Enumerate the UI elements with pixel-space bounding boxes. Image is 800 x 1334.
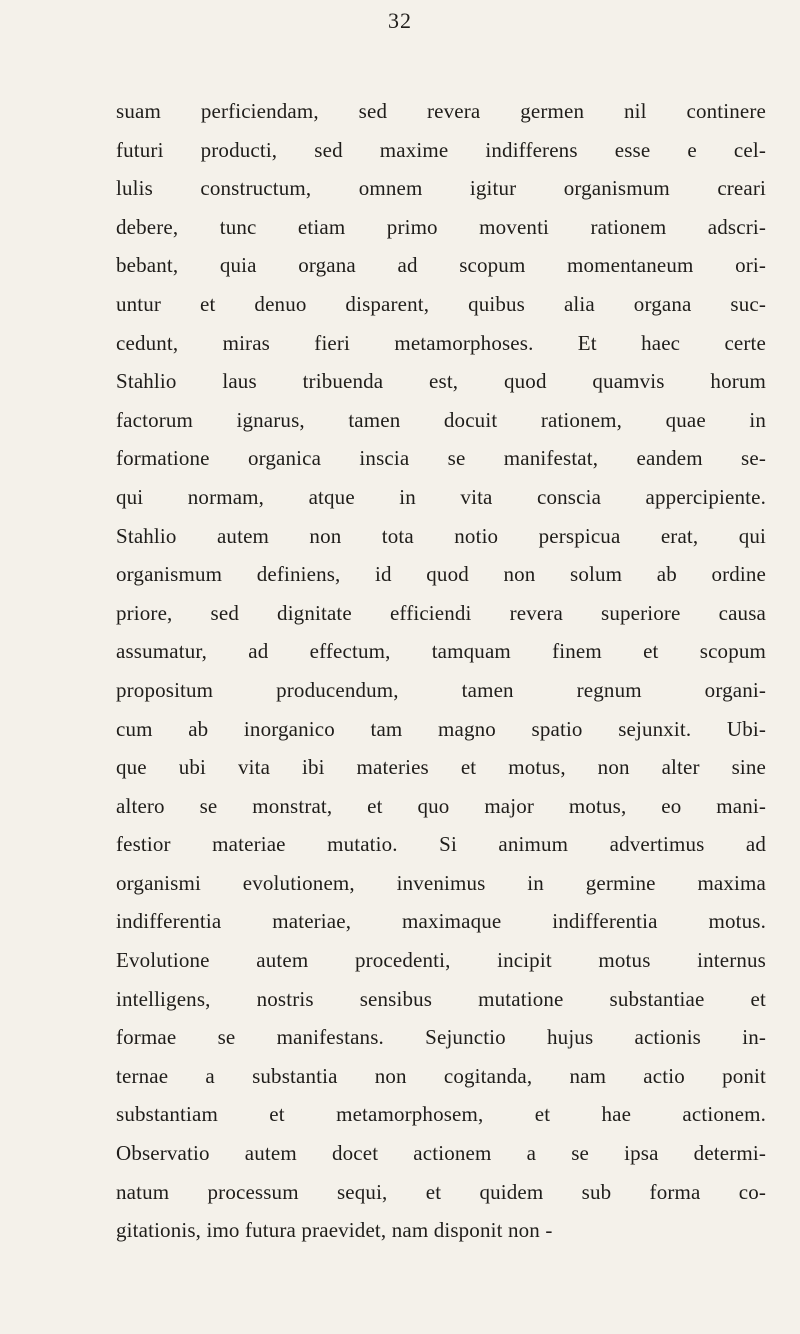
text-line: formae se manifestans. Sejunctio hujus actionis in- [116, 1025, 766, 1050]
text-line: suam perficiendam, sed revera germen nil continere [116, 99, 766, 123]
text-line: bebant, quia organa ad scopum momentaneum ori- [116, 253, 766, 278]
text-line: ternae a substantia non cogitanda, nam actio ponit [116, 1063, 766, 1088]
text-line: Evolutione autem procedenti, incipit motus internus [116, 948, 766, 973]
text-line: gitationis, imo futura praevidet, nam disponit non - [116, 1218, 553, 1243]
text-line: festior materiae mutatio. Si animum advertimus ad [116, 832, 766, 857]
text-line: cedunt, miras fieri metamorphoses. Et haec certe [116, 330, 766, 355]
text-line: formatione organica inscia se manifestat, eandem se- [116, 446, 766, 471]
text-line: indifferentia materiae, maximaque indifferentia motus. [116, 909, 766, 934]
text-line: organismum definiens, id quod non solum ab ordine [116, 562, 766, 587]
text-line: propositum producendum, tamen regnum organi- [116, 677, 766, 702]
text-line: cum ab inorganico tam magno spatio sejunxit. Ubi- [116, 716, 766, 741]
text-line: futuri producti, sed maxime indifferens esse e cel- [116, 137, 766, 162]
text-line: assumatur, ad effectum, tamquam finem et scopum [116, 639, 766, 664]
text-line: altero se monstrat, et quo major motus, eo mani- [116, 793, 766, 818]
page-number: 32 [388, 8, 412, 33]
text-line: que ubi vita ibi materies et motus, non alter sine [116, 755, 766, 780]
text-line: priore, sed dignitate efficiendi revera superiore causa [116, 600, 766, 625]
text-line: untur et denuo disparent, quibus alia organa suc- [116, 291, 766, 316]
text-line: qui normam, atque in vita conscia appercipiente. [116, 484, 766, 509]
text-line: Stahlio laus tribuenda est, quod quamvis horum [116, 369, 766, 394]
text-line: Stahlio autem non tota notio perspicua erat, qui [116, 523, 766, 548]
text-line: intelligens, nostris sensibus mutatione substantiae et [116, 986, 766, 1011]
body-text [116, 92, 766, 1250]
text-line: factorum ignarus, tamen docuit rationem, quae in [116, 407, 766, 432]
text-line: debere, tunc etiam primo moventi rationem adscri- [116, 214, 766, 239]
text-line: Observatio autem docet actionem a se ipsa determi- [116, 1141, 766, 1166]
text-line: organismi evolutionem, invenimus in germine maxima [116, 870, 766, 895]
text-line: lulis constructum, omnem igitur organismum creari [116, 176, 766, 201]
text-line: substantiam et metamorphosem, et hae actionem. [116, 1102, 766, 1127]
text-line: natum processum sequi, et quidem sub forma co- [116, 1179, 766, 1204]
